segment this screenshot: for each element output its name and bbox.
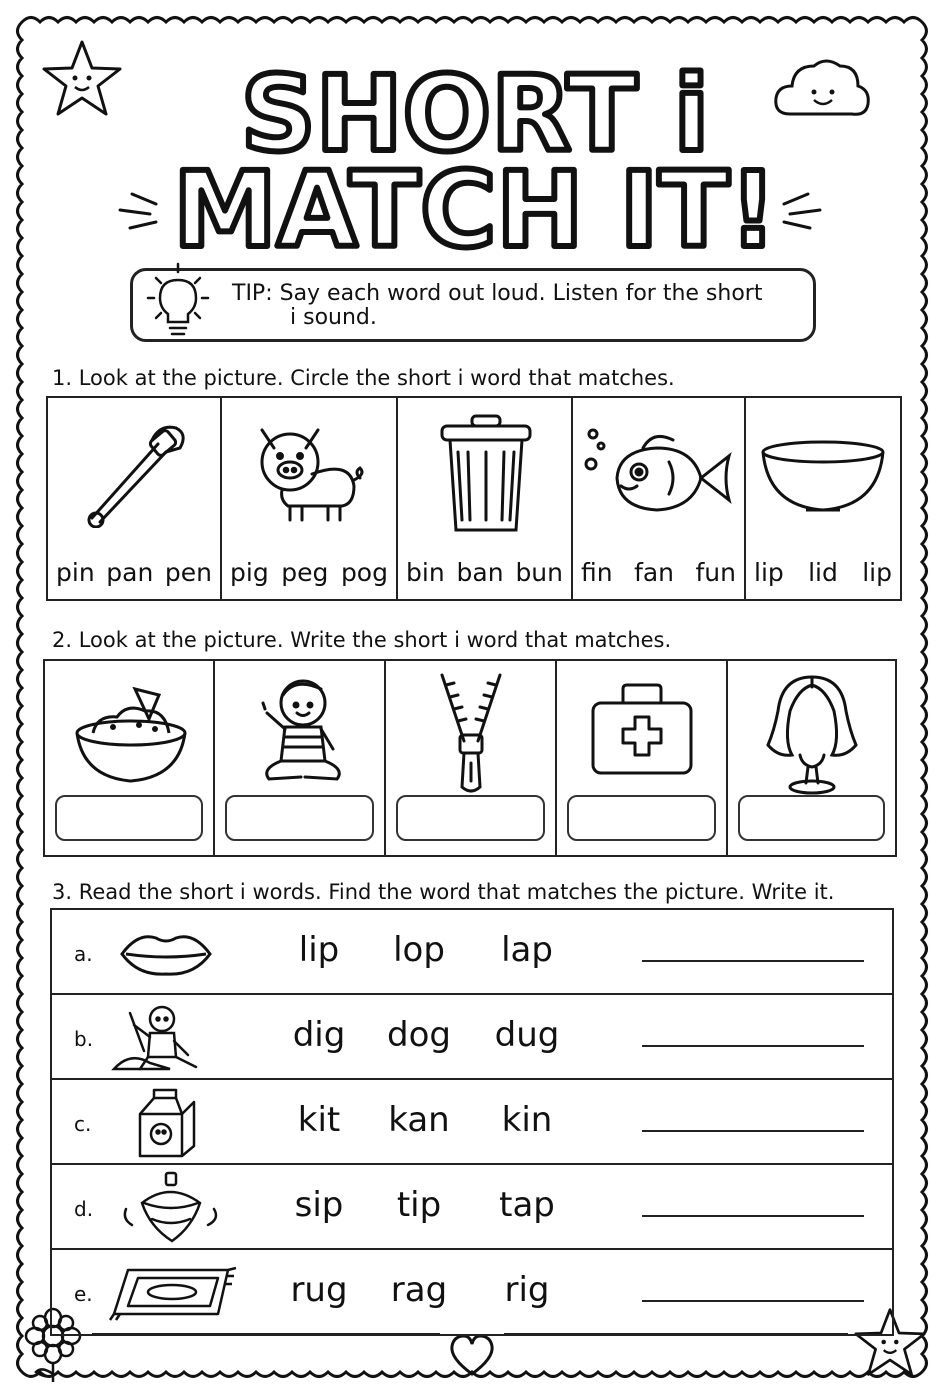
picture-cell (215, 661, 386, 855)
lips-icon (118, 928, 214, 978)
word-choice[interactable]: pan (106, 558, 154, 587)
bowl-icon (758, 438, 888, 518)
picture-cell (573, 398, 746, 599)
row-letter: c. (74, 1112, 92, 1136)
section-3-table (50, 908, 894, 1336)
row-letter: e. (74, 1282, 93, 1306)
word-choice[interactable]: fun (695, 558, 736, 587)
row-letter: b. (74, 1027, 94, 1051)
row-letter: d. (74, 1197, 94, 1221)
answer-line[interactable] (642, 960, 864, 962)
word-choice[interactable]: pog (340, 558, 388, 587)
table-row (52, 910, 892, 995)
zipper-icon (436, 671, 506, 797)
word-choice[interactable]: ban (456, 558, 504, 587)
word-choice[interactable]: rig (504, 1270, 550, 1310)
table-row (52, 995, 892, 1080)
word-choice[interactable]: tap (499, 1185, 555, 1225)
sitting-kid-icon (255, 673, 351, 791)
milk-carton-icon (136, 1086, 200, 1160)
answer-line[interactable] (642, 1130, 864, 1132)
word-choice[interactable]: pin (56, 558, 95, 587)
first-aid-kit-icon (589, 681, 695, 777)
title-line-2: MATCH IT! (173, 149, 777, 258)
digging-kid-icon (110, 1003, 220, 1075)
word-choice[interactable]: kan (388, 1100, 450, 1140)
word-choice[interactable]: rug (290, 1270, 348, 1310)
word-choice[interactable]: dog (387, 1015, 451, 1055)
answer-box[interactable] (738, 795, 885, 841)
picture-cell (45, 661, 215, 855)
word-choice[interactable]: fan (634, 558, 675, 587)
word-choice[interactable]: pig (230, 558, 269, 587)
word-choices (573, 558, 744, 587)
word-choice[interactable]: tip (396, 1185, 442, 1225)
section-2-instruction: 2. Look at the picture. Write the short i word that matches. (52, 628, 672, 652)
word-choice[interactable]: kit (297, 1100, 341, 1140)
row-letter: a. (74, 942, 93, 966)
word-choice[interactable]: lip (862, 558, 892, 587)
pig-icon (250, 420, 372, 530)
picture-cell (728, 661, 895, 855)
title-line-1: SHORT i (240, 58, 710, 175)
tip-text-line-2: i sound. (290, 305, 377, 330)
picture-cell (746, 398, 900, 599)
table-row (52, 1165, 892, 1250)
table-row (52, 1080, 892, 1165)
word-choice[interactable]: peg (281, 558, 329, 587)
sparkle-lines-icon (110, 186, 170, 236)
star-icon (40, 38, 124, 118)
answer-line[interactable] (642, 1215, 864, 1217)
section-2-grid (43, 659, 897, 857)
fish-icon (583, 420, 739, 528)
word-choices (48, 558, 220, 587)
section-1-instruction: 1. Look at the picture. Circle the short i word that matches. (52, 366, 675, 390)
word-choice[interactable]: fin (581, 558, 613, 587)
word-choice[interactable]: lid (808, 558, 838, 587)
word-choice[interactable]: bin (406, 558, 445, 587)
answer-box[interactable] (55, 795, 203, 841)
word-choice[interactable]: lip (298, 930, 340, 970)
word-choice[interactable]: bun (515, 558, 563, 587)
wig-icon (762, 671, 862, 797)
word-choice[interactable]: lap (501, 930, 553, 970)
answer-box[interactable] (225, 795, 374, 841)
section-3-instruction: 3. Read the short i words. Find the word that matches the picture. Write it. (52, 880, 835, 904)
picture-cell (222, 398, 398, 599)
answer-line[interactable] (642, 1300, 864, 1302)
answer-box[interactable] (396, 795, 545, 841)
tip-text-line-1: TIP: Say each word out loud. Listen for the short (232, 281, 763, 306)
word-choices (222, 558, 396, 587)
answer-line[interactable] (642, 1045, 864, 1047)
table-row (52, 1250, 892, 1335)
page-title (150, 58, 800, 258)
rug-icon (108, 1262, 240, 1324)
sparkle-lines-icon (770, 186, 830, 236)
word-choice[interactable]: dig (292, 1015, 346, 1055)
picture-cell (386, 661, 557, 855)
section-1-grid (46, 396, 902, 601)
word-choices (398, 558, 571, 587)
spinning-top-icon (122, 1169, 222, 1245)
word-choices (746, 558, 900, 587)
picture-cell (557, 661, 728, 855)
answer-box[interactable] (567, 795, 716, 841)
picture-cell (48, 398, 222, 599)
word-choice[interactable]: lop (393, 930, 445, 970)
word-choice[interactable]: kin (501, 1100, 553, 1140)
dip-bowl-icon (73, 681, 189, 789)
word-choice[interactable]: sip (294, 1185, 344, 1225)
word-choice[interactable]: rag (390, 1270, 448, 1310)
word-choice[interactable]: pen (164, 558, 212, 587)
picture-cell (398, 398, 573, 599)
trash-bin-icon (438, 412, 534, 536)
safety-pin-icon (80, 418, 190, 528)
word-choice[interactable]: lip (754, 558, 784, 587)
lightbulb-icon (140, 262, 216, 346)
word-choice[interactable]: dug (494, 1015, 560, 1055)
heart-icon (446, 1332, 498, 1378)
